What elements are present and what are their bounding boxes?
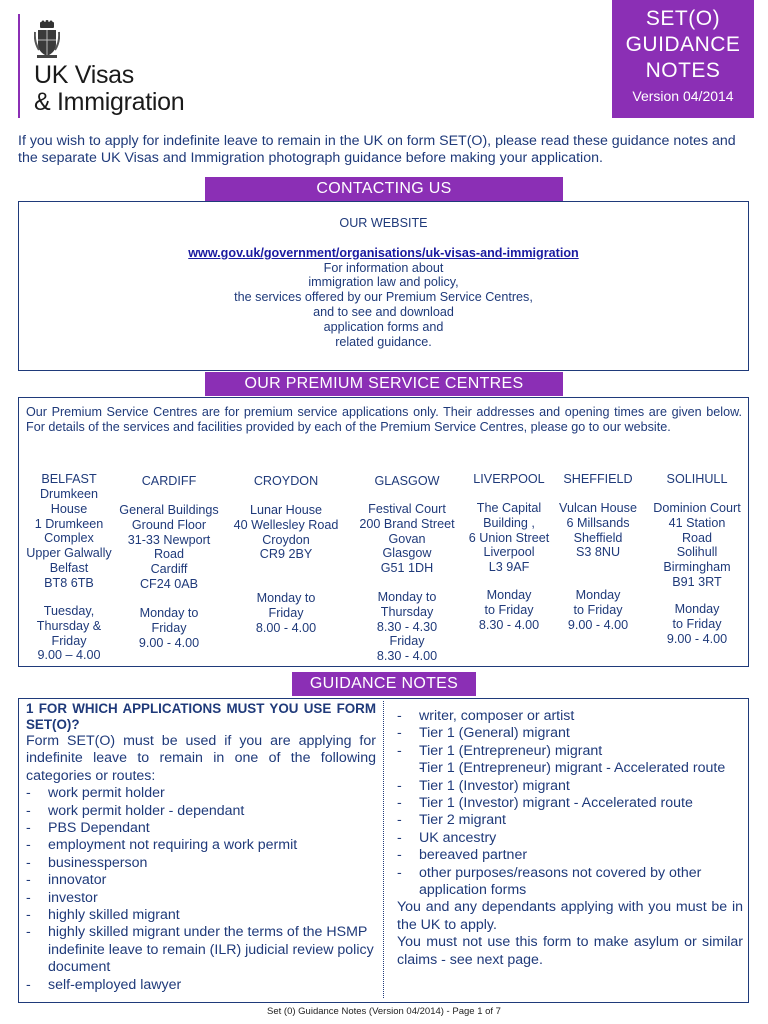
address-line: 200 Brand Street (359, 516, 455, 531)
centre-belfast (19, 472, 119, 662)
hours-line: Thursday (380, 604, 434, 619)
centre-liverpool (459, 472, 559, 662)
centre-hours (548, 588, 648, 632)
list-item: - Tier 1 (Entrepreneur) migrant (397, 743, 743, 760)
question-1-intro: Form SET(O) must be used if you are applying for indefinite leave to remain in one of the following categories or routes: (26, 733, 376, 784)
centre-hours (342, 590, 472, 664)
premium-centres-intro: Our Premium Service Centres are for premium service applications only. Their addresses and opening times are given below. For details of the services and facilities provided by each of the Premium Service Centres, please go to our website. (26, 405, 742, 434)
hours-line: 9.00 - 4.00 (666, 631, 728, 646)
hours-line: 8.30 - 4.00 (478, 617, 540, 632)
centre-hours (224, 591, 348, 635)
address-line: 1 Drumkeen (34, 516, 104, 531)
hours-line: to Friday (484, 602, 534, 617)
address-line: Govan (388, 531, 426, 546)
centre-name: LIVERPOOL (473, 472, 545, 486)
centre-solihull (645, 472, 749, 662)
contacting-us-box (18, 201, 749, 371)
hours-line: Friday (51, 633, 87, 648)
contact-line: immigration law and policy, (308, 275, 459, 290)
centre-address (548, 501, 648, 560)
title-line-2: GUIDANCE (625, 33, 741, 56)
guidance-notes-heading: GUIDANCE NOTES (292, 672, 476, 696)
address-line: Cardiff (150, 562, 188, 577)
address-line: 6 Millsands (566, 515, 630, 530)
list-item: - employment not requiring a work permit (26, 837, 376, 854)
hours-line: Monday to (256, 591, 316, 605)
address-line: Road (681, 530, 713, 545)
hours-line: Monday (486, 588, 532, 602)
list-item: - Tier 2 migrant (397, 812, 743, 829)
address-line: 41 Station (668, 515, 726, 530)
centre-hours (645, 602, 749, 646)
address-line: Festival Court (368, 502, 446, 516)
address-line: B91 3RT (672, 574, 722, 589)
address-line: Vulcan House (559, 501, 637, 515)
hours-line: Thursday & (36, 618, 102, 633)
hours-line: Friday (389, 634, 425, 649)
centre-hours (19, 604, 119, 663)
centre-croydon (224, 474, 348, 664)
address-line: Glasgow (382, 546, 432, 561)
title-line-1: SET(O) (645, 7, 721, 30)
website-label: OUR WEBSITE (339, 216, 428, 230)
list-item: - self-employed lawyer (26, 977, 376, 994)
intro-paragraph: If you wish to apply for indefinite leave to remain in the UK on form SET(O), please read these guidance notes and the separate UK Visas and Immigration photograph guidance before making your application. (18, 133, 736, 166)
list-item: - PBS Dependant (26, 820, 376, 837)
address-line: 31-33 Newport (127, 532, 211, 547)
centre-name: SOLIHULL (666, 472, 728, 486)
address-line: Complex (44, 531, 94, 546)
address-line: Building , (483, 515, 535, 530)
address-line: Birmingham (663, 560, 731, 575)
list-item: - Tier 1 (Investor) migrant (397, 778, 743, 795)
document-title-box (612, 0, 754, 118)
list-item: - innovator (26, 872, 376, 889)
hours-line: to Friday (672, 616, 722, 631)
address-line: House (50, 501, 88, 516)
centre-address (224, 503, 348, 562)
royal-crest-icon (34, 20, 60, 60)
hours-line: 9.00 - 4.00 (567, 617, 629, 632)
centre-address (459, 501, 559, 575)
contact-line: the services offered by our Premium Service Centres, (234, 290, 533, 305)
address-line: S3 8NU (575, 545, 621, 560)
address-line: Road (153, 547, 185, 562)
guidance-notes-box (18, 698, 749, 1003)
hours-line: Friday (268, 605, 304, 620)
guidance-left-column (26, 701, 376, 994)
version-label: Version 04/2014 (632, 88, 734, 104)
page-footer: Set (0) Guidance Notes (Version 04/2014) - Page 1 of 7 (267, 1006, 501, 1017)
list-item: - bereaved partner (397, 847, 743, 864)
website-link[interactable]: www.gov.uk/government/organisations/uk-visas-and-immigration (188, 245, 579, 260)
list-item: - Tier 1 (General) migrant (397, 725, 743, 742)
address-line: Lunar House (249, 503, 323, 517)
centre-address (645, 501, 749, 590)
contact-line: application forms and (323, 319, 444, 334)
category-list-continued (397, 708, 743, 899)
hours-line: Tuesday, (43, 604, 95, 618)
hours-line: to Friday (573, 602, 623, 617)
title-line-3: NOTES (645, 59, 721, 82)
hours-line: 9.00 – 4.00 (37, 648, 101, 663)
centre-name: CARDIFF (141, 474, 197, 488)
centre-address (342, 502, 472, 576)
logo-line-1: UK Visas (34, 61, 134, 89)
hours-line: Monday (674, 602, 720, 616)
centre-glasgow (342, 474, 472, 664)
centre-name: CROYDON (253, 474, 319, 488)
dependants-note: You and any dependants applying with you must be in the UK to apply. (397, 899, 743, 933)
list-item-text: Tier 1 (Entrepreneur) migrant - Accelerated route (419, 760, 726, 777)
address-line: 6 Union Street (468, 530, 550, 545)
address-line: Solihull (676, 545, 718, 560)
centre-name: GLASGOW (374, 474, 440, 488)
hours-line: 8.30 - 4.00 (376, 649, 438, 664)
hours-line: Monday to (377, 590, 437, 604)
centre-hours (111, 606, 227, 650)
address-line: 40 Wellesley Road (233, 517, 339, 532)
address-line: Upper Galwally (26, 546, 112, 561)
list-item: - work permit holder - dependant (26, 803, 376, 820)
hours-line: Monday (575, 588, 621, 602)
address-line: CR9 2BY (259, 547, 313, 562)
list-item: - other purposes/reasons not covered by other application forms (397, 865, 743, 900)
list-item: - businessperson (26, 855, 376, 872)
list-item: - investor (26, 890, 376, 907)
hours-line: 8.30 - 4.30 (376, 619, 438, 634)
list-item (397, 760, 743, 777)
list-item: - Tier 1 (Investor) migrant - Accelerated route (397, 795, 743, 812)
centre-address (111, 503, 227, 592)
question-1-title: 1 FOR WHICH APPLICATIONS MUST YOU USE FORM SET(O)? (26, 701, 376, 732)
hours-line: 8.00 - 4.00 (255, 620, 317, 635)
centre-address (19, 487, 119, 591)
list-item: - highly skilled migrant under the terms of the HSMP indefinite leave to remain (ILR) judicial review policy document (26, 924, 376, 976)
logo-line-2: & Immigration (34, 88, 185, 116)
address-line: CF24 0AB (139, 576, 199, 591)
address-line: BT8 6TB (44, 575, 94, 590)
centre-sheffield (548, 472, 648, 662)
premium-centres-box (18, 397, 749, 667)
list-item: - UK ancestry (397, 830, 743, 847)
address-line: The Capital (476, 501, 542, 515)
hours-line: Monday to (139, 606, 199, 620)
address-line: Sheffield (573, 530, 623, 545)
premium-centres-heading: OUR PREMIUM SERVICE CENTRES (205, 372, 563, 396)
contact-line: related guidance. (335, 334, 432, 349)
contact-line: For information about (323, 260, 444, 275)
contact-line: and to see and download (313, 304, 454, 319)
address-line: Drumkeen (39, 487, 99, 501)
category-list (26, 785, 376, 994)
contacting-us-heading: CONTACTING US (205, 177, 563, 201)
column-divider (383, 701, 384, 998)
address-line: L3 9AF (488, 560, 530, 575)
ukvi-logo (18, 14, 208, 118)
list-item: - work permit holder (26, 785, 376, 802)
centre-cardiff (111, 474, 227, 664)
centre-name: SHEFFIELD (563, 472, 633, 486)
centre-hours (459, 588, 559, 632)
guidance-right-column (397, 708, 743, 969)
hours-line: Friday (151, 620, 187, 635)
address-line: Ground Floor (131, 517, 207, 532)
address-line: General Buildings (119, 503, 219, 517)
address-line: Croydon (262, 532, 310, 547)
address-line: Dominion Court (653, 501, 741, 515)
list-item: - highly skilled migrant (26, 907, 376, 924)
address-line: Liverpool (483, 545, 535, 560)
address-line: Belfast (49, 560, 89, 575)
asylum-note: You must not use this form to make asylum or similar claims - see next page. (397, 934, 743, 968)
hours-line: 9.00 - 4.00 (138, 635, 200, 650)
address-line: G51 1DH (380, 561, 434, 576)
list-item: - writer, composer or artist (397, 708, 743, 725)
centre-name: BELFAST (41, 472, 97, 486)
